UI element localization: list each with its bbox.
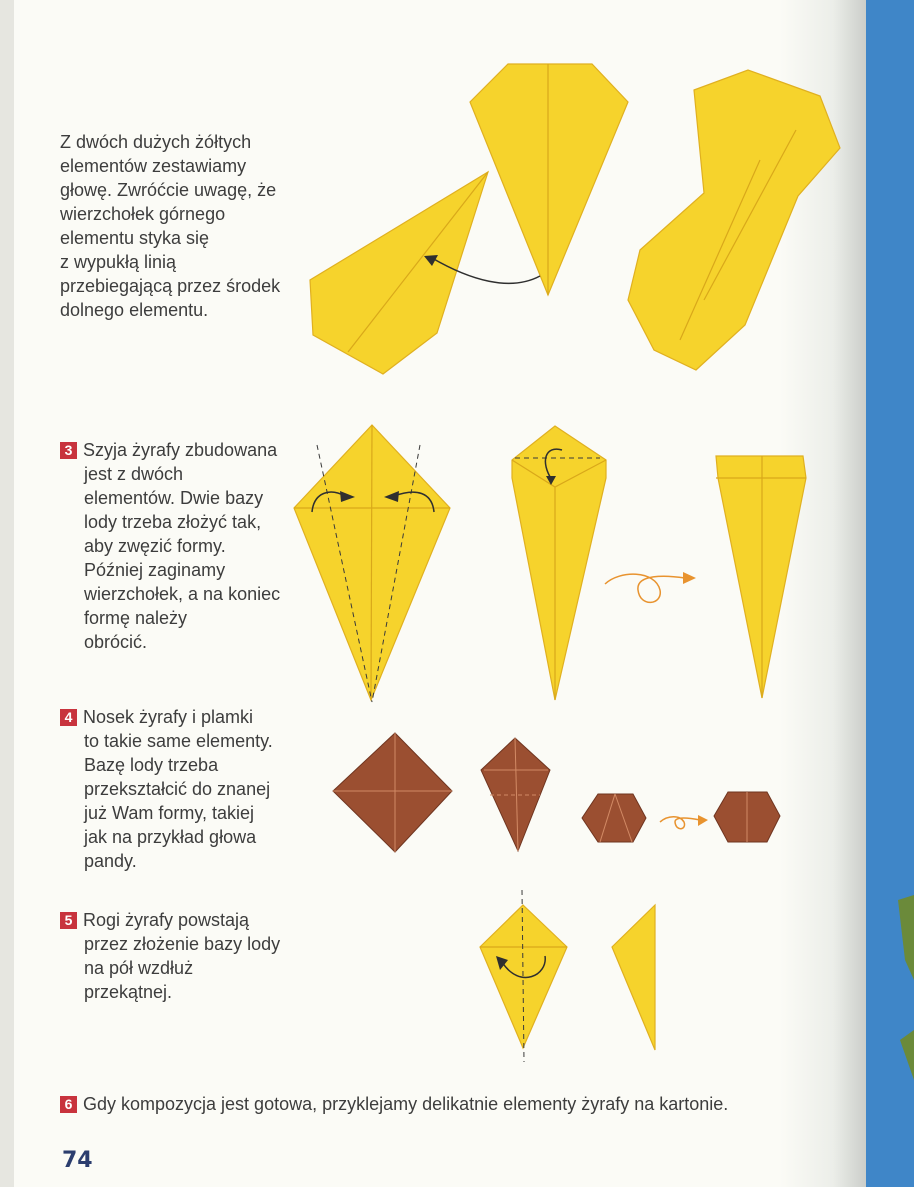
nose-square-base (333, 733, 452, 852)
nose-hexagon-front (582, 794, 646, 842)
step-3-first-line (60, 438, 280, 462)
head-upper-element (470, 64, 628, 295)
step-4-instructions (60, 705, 273, 873)
neck-finished (716, 456, 806, 698)
neck-kite-fold (294, 425, 450, 700)
step-line: jest z dwóch (84, 464, 184, 484)
step-3-instructions (60, 438, 280, 654)
step-line: Później zaginamy (84, 560, 226, 580)
step-6-instructions (60, 1092, 728, 1116)
intro-line: z wypukłą linią (60, 252, 177, 272)
step-line: na pół wzdłuż (84, 958, 194, 978)
page-number: 74 (62, 1148, 93, 1173)
step-line: już Wam formy, takiej (84, 803, 255, 823)
step-4-first-line (60, 705, 273, 729)
horn-folded (612, 905, 655, 1050)
step-line: przekształcić do znanej (84, 779, 271, 799)
intro-line: elementów zestawiamy (60, 156, 247, 176)
step-5-instructions (60, 908, 280, 1004)
step-5-first-line (60, 908, 280, 932)
step-line: Rogi żyrafy powstają (83, 910, 250, 930)
step-line: jak na przykład głowa (84, 827, 257, 847)
step-line: obrócić. (84, 632, 148, 652)
head-assembled (628, 70, 840, 370)
turn-over-arrow-heads (683, 572, 708, 826)
intro-line: elementu styka się (60, 228, 210, 248)
intro-line: głowę. Zwróćcie uwagę, że (60, 180, 277, 200)
step-line: elementów. Dwie bazy (84, 488, 264, 508)
intro-line: wierzchołek górnego (60, 204, 226, 224)
step-line: wierzchołek, a na koniec (84, 584, 281, 604)
nose-brown-elements (333, 733, 780, 852)
step-line: formę należy (84, 608, 188, 628)
step-number-badge: 5 (60, 912, 77, 929)
intro-line: Z dwóch dużych żółtych (60, 132, 252, 152)
step-line: Gdy kompozycja jest gotowa, przyklejamy delikatnie elementy żyrafy na kartonie. (83, 1094, 729, 1114)
nose-kite-fold (481, 738, 550, 851)
neck-tip-fold (512, 426, 606, 700)
step-line: aby zwęzić formy. (84, 536, 226, 556)
step-line: przekątnej. (84, 982, 173, 1002)
step-line: Szyja żyrafy zbudowana (83, 440, 278, 460)
step-line: przez złożenie bazy lody (84, 934, 281, 954)
step-line: pandy. (84, 851, 137, 871)
nose-hexagon-back (714, 792, 780, 842)
step-line: Bazę lody trzeba (84, 755, 219, 775)
step-line: Nosek żyrafy i plamki (83, 707, 254, 727)
intro-text (60, 130, 320, 322)
step-number-badge: 6 (60, 1096, 77, 1113)
step-line: to takie same elementy. (84, 731, 273, 751)
intro-line: dolnego elementu. (60, 300, 209, 320)
turn-over-arrows (605, 574, 700, 829)
intro-line: przebiegającą przez środek (60, 276, 281, 296)
step-line: lody trzeba złożyć tak, (84, 512, 262, 532)
step-number-badge: 3 (60, 442, 77, 459)
step-number-badge: 4 (60, 709, 77, 726)
